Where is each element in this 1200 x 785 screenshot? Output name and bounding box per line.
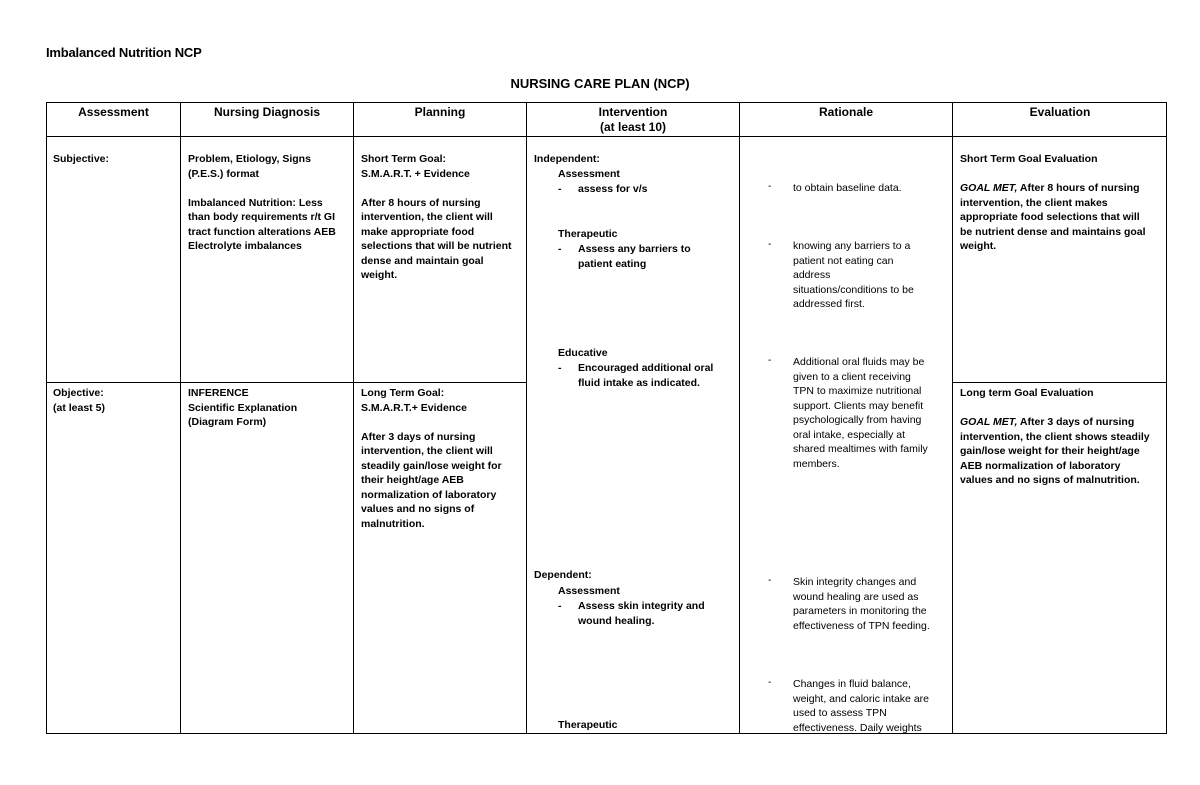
long-term-goal-line: After 3 days of nursing [361, 430, 476, 443]
objective-note: (at least 5) [53, 401, 105, 414]
diagnosis-text-line: Imbalanced Nutrition: Less [188, 196, 323, 209]
rationale-line: weight, and caloric intake are [793, 692, 929, 705]
document-title: Imbalanced Nutrition NCP [46, 45, 202, 60]
rationale-line: given to a client receiving [793, 370, 911, 383]
rationale-1 [793, 181, 953, 196]
long-term-goal-line: their height/age AEB [361, 474, 464, 486]
rationale-line: members. [793, 457, 840, 470]
objective-label: Objective: [53, 387, 104, 399]
rationale-3 [793, 355, 953, 471]
ind-educative-item [558, 361, 713, 376]
row-divider [47, 382, 526, 383]
rationale-line: effectiveness of TPN feeding. [793, 619, 930, 632]
long-term-evaluation-line: values and no signs of malnutrition. [960, 474, 1140, 486]
rationale-dash: - [768, 239, 772, 250]
column-divider [180, 103, 181, 733]
column-divider [739, 103, 740, 733]
ind-assessment-item-text: assess for v/s [578, 183, 648, 195]
dash-bullet: - [558, 600, 562, 612]
row-divider [952, 382, 1166, 383]
header-rationale: Rationale [818, 105, 873, 119]
short-term-goal [361, 152, 523, 283]
dep-therapeutic-label: Therapeutic [558, 719, 618, 731]
header-evaluation: Evaluation [1029, 105, 1091, 119]
rationale-line: patient not eating can [793, 254, 894, 267]
scientific-explanation-line: (Diagram Form) [188, 416, 267, 428]
long-term-evaluation-title: Long term Goal Evaluation [960, 387, 1094, 399]
short-term-goal-line: make appropriate food [361, 225, 475, 238]
dependent-label: Dependent: [534, 569, 592, 581]
header-intervention [527, 103, 739, 137]
dash-bullet: - [558, 243, 562, 255]
column-divider [526, 103, 527, 733]
short-term-goal-line: dense and maintain goal [361, 254, 484, 267]
ind-therapeutic-item [558, 242, 691, 257]
long-term-goal-line: values and no signs of [361, 503, 475, 515]
short-term-goal-line: After 8 hours of nursing [361, 196, 481, 209]
ind-therapeutic-heading [534, 227, 618, 242]
rationale-dash: - [768, 355, 772, 366]
pes-format-line: Problem, Etiology, Signs [188, 153, 311, 165]
long-term-goal-line: normalization of laboratory [361, 488, 497, 501]
rationale-line: oral intake, especially at [793, 428, 906, 441]
goal-met-label: GOAL MET, [960, 416, 1018, 428]
rationale-line: Skin integrity changes and [793, 576, 917, 588]
rationale-line: Additional oral fluids may be [793, 356, 925, 368]
rationale-line: shared mealtimes with family [793, 443, 928, 455]
long-term-goal-line: intervention, the client will [361, 445, 493, 457]
short-term-goal-smart: S.M.A.R.T. + Evidence [361, 167, 470, 180]
diagnosis-text-line: Electrolyte imbalances [188, 240, 302, 252]
subjective-label: Subjective: [53, 153, 110, 165]
ind-educative-item-text: fluid intake as indicated. [578, 377, 700, 389]
diagnosis-text-line: than body requirements r/t GI [188, 211, 336, 223]
long-term-evaluation-line: GOAL MET, After 3 days of nursing [960, 416, 1135, 428]
rationale-line: to obtain baseline data. [793, 182, 902, 194]
rationale-line: effectiveness. Daily weights [793, 721, 922, 734]
long-term-goal-line: malnutrition. [361, 517, 425, 530]
dep-assessment-item [558, 599, 705, 614]
short-term-evaluation-title: Short Term Goal Evaluation [960, 153, 1098, 165]
long-term-goal-line: steadily gain/lose weight for [361, 459, 502, 472]
dash-bullet: - [558, 362, 562, 374]
header-intervention-title: Intervention [598, 105, 668, 119]
rationale-dash: - [768, 181, 772, 192]
rationale-2 [793, 239, 953, 312]
short-term-evaluation-line: appropriate food selections that will [960, 211, 1140, 223]
short-term-goal-title: Short Term Goal: [361, 153, 446, 165]
diagnosis-cell [188, 152, 348, 254]
short-term-evaluation-line: GOAL MET, After 8 hours of nursing [960, 182, 1140, 194]
independent-label: Independent: [534, 153, 600, 165]
short-term-evaluation [960, 152, 1165, 254]
rationale-line: parameters in monitoring the [793, 605, 927, 617]
ind-assessment-item [558, 182, 647, 197]
inference-cell [188, 386, 348, 430]
header-intervention-note: (at least 10) [599, 120, 667, 134]
ind-educative-item-text: Encouraged additional oral [578, 362, 714, 374]
long-term-evaluation-line: intervention, the client shows steadily [960, 430, 1150, 443]
dep-assessment-heading [534, 584, 620, 599]
ind-assessment-label: Assessment [558, 168, 620, 180]
ind-educative-heading [534, 346, 608, 361]
header-assessment: Assessment [78, 105, 149, 119]
diagnosis-text-line: tract function alterations AEB [188, 225, 336, 238]
short-term-evaluation-line: be nutrient dense and maintains goal [960, 225, 1146, 238]
dep-assessment-item-text: Assess skin integrity and [578, 600, 705, 612]
short-term-evaluation-line: weight. [960, 240, 997, 252]
rationale-dash: - [768, 677, 772, 688]
pes-format-line: (P.E.S.) format [188, 167, 259, 180]
long-term-evaluation-line: AEB normalization of laboratory [960, 459, 1121, 472]
ind-assessment-heading [534, 167, 620, 182]
long-term-evaluation-line: gain/lose weight for their height/age [960, 445, 1140, 457]
long-term-evaluation [960, 386, 1165, 488]
long-term-goal [361, 386, 523, 531]
column-divider [353, 103, 354, 733]
short-term-goal-line: intervention, the client will [361, 211, 493, 223]
rationale-line: wound healing are used as [793, 590, 919, 603]
rationale-dash: - [768, 575, 772, 586]
rationale-line: psychologically from having [793, 414, 922, 426]
ncp-title: NURSING CARE PLAN (NCP) [510, 76, 690, 91]
dep-assessment-label: Assessment [558, 585, 620, 597]
inference-label: INFERENCE [188, 387, 249, 399]
rationale-line: support. Clients may benefit [793, 399, 924, 412]
goal-met-label: GOAL MET, [960, 182, 1018, 194]
rationale-line: addressed first. [793, 298, 865, 310]
rationale-4 [793, 575, 953, 633]
ind-therapeutic-label: Therapeutic [558, 228, 618, 240]
dep-assessment-item-text: wound healing. [578, 615, 655, 627]
long-term-goal-smart: S.M.A.R.T.+ Evidence [361, 401, 467, 414]
ind-therapeutic-item-text: patient eating [578, 258, 647, 270]
rationale-line: address [793, 269, 831, 281]
header-planning: Planning [414, 105, 466, 119]
dep-therapeutic-heading [534, 718, 618, 733]
ncp-table [46, 102, 1167, 734]
ind-educative-label: Educative [558, 347, 608, 359]
rationale-line: TPN to maximize nutritional [793, 385, 922, 397]
ind-therapeutic-item-text: Assess any barriers to [578, 243, 691, 255]
rationale-line: used to assess TPN [793, 707, 887, 719]
objective-section [53, 386, 105, 415]
rationale-line: knowing any barriers to a [793, 240, 911, 252]
short-term-goal-line: weight. [361, 269, 398, 281]
dash-bullet: - [558, 183, 562, 195]
rationale-5 [793, 677, 953, 735]
rationale-line: situations/conditions to be [793, 283, 914, 296]
scientific-explanation-line: Scientific Explanation [188, 401, 298, 414]
long-term-goal-title: Long Term Goal: [361, 387, 445, 399]
short-term-evaluation-line: intervention, the client makes [960, 196, 1108, 209]
rationale-line: Changes in fluid balance, [793, 678, 911, 690]
short-term-goal-line: selections that will be nutrient [361, 240, 512, 252]
header-nursing-diagnosis: Nursing Diagnosis [213, 105, 320, 119]
